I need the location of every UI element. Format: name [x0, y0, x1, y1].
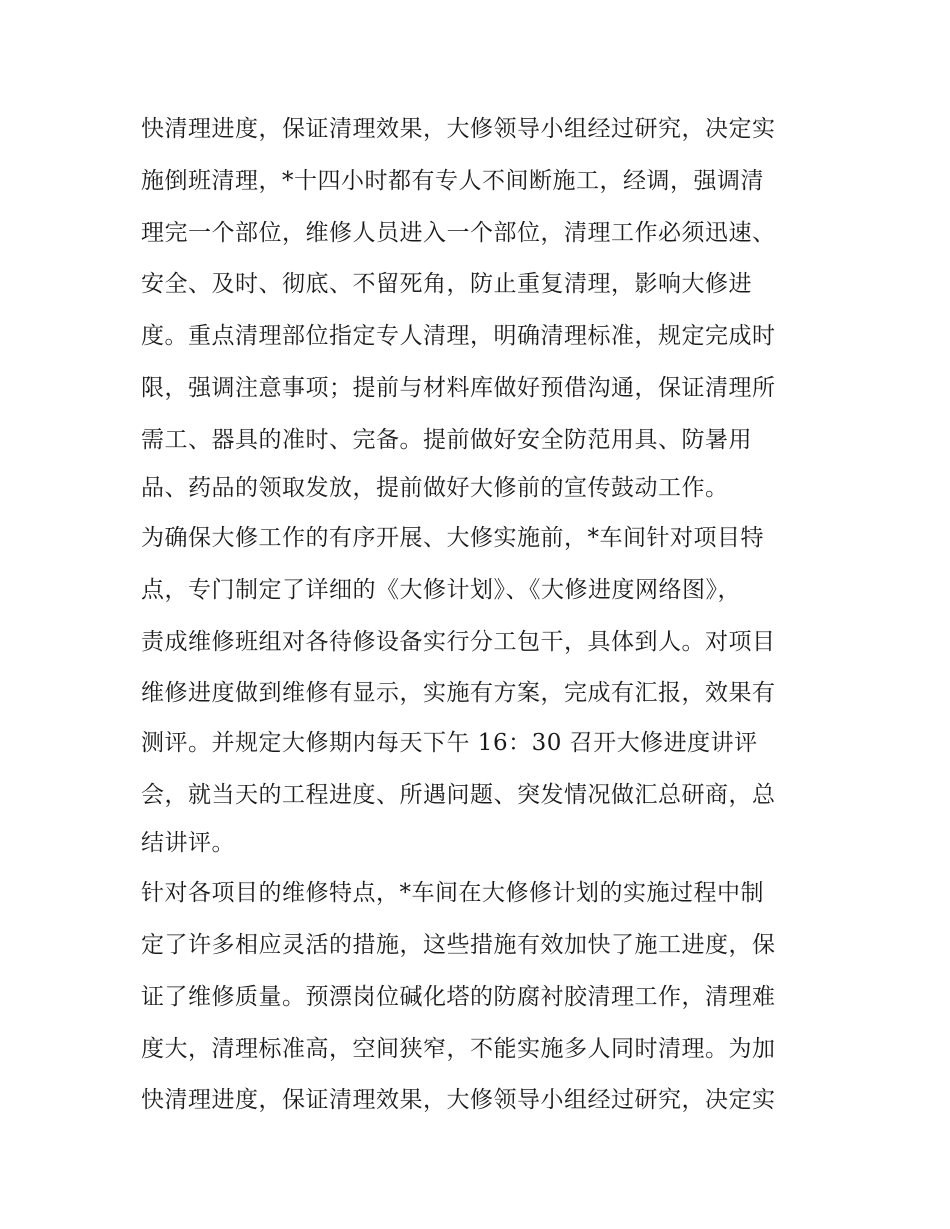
text-line: 品、药品的领取发放，提前做好大修前的宣传鼓动工作。: [141, 475, 729, 501]
text-line: 快清理进度，保证清理效果，大修领导小组经过研究，决定实: [141, 1087, 776, 1113]
text-line: 需工、器具的准时、完备。提前做好安全防范用具、防暑用: [141, 427, 752, 453]
text-line: 针对各项目的维修特点，*车间在大修修计划的实施过程中制: [141, 880, 764, 906]
text-line: 责成维修班组对各待修设备实行分工包干，具体到人。对项目: [141, 629, 776, 655]
text-line: 施倒班清理，*十四小时都有专人不间断施工，经调，强调清: [141, 168, 764, 194]
text-line: 会，就当天的工程进度、所遇问题、突发情况做汇总研商，总: [141, 782, 776, 808]
text-line: 快清理进度，保证清理效果，大修领导小组经过研究，决定实: [141, 116, 776, 142]
text-line: 证了维修质量。预漂岗位碱化塔的防腐衬胶清理工作，清理难: [141, 984, 776, 1010]
text-line: 度。重点清理部位指定专人清理，明确清理标准，规定完成时: [141, 323, 776, 349]
text-line: 维修进度做到维修有显示，实施有方案，完成有汇报，效果有: [141, 680, 776, 706]
text-line: 安全、及时、彻底、不留死角，防止重复清理，影响大修进: [141, 271, 752, 297]
text-line: 为确保大修工作的有序开展、大修实施前，*车间针对项目特: [141, 525, 764, 551]
text-line: 结讲评。: [141, 830, 235, 856]
text-line: 限，强调注意事项；提前与材料库做好预借沟通，保证清理所: [141, 375, 776, 401]
text-line: 定了许多相应灵活的措施，这些措施有效加快了施工进度，保: [141, 932, 776, 958]
text-line: 度大，清理标准高，空间狭窄，不能实施多人同时清理。为加: [141, 1036, 776, 1062]
text-line: 测评。并规定大修期内每天下午 16：30 召开大修进度讲评: [141, 730, 758, 756]
text-line: 理完一个部位，维修人员进入一个部位，清理工作必须迅速、: [141, 220, 776, 246]
text-line: 点，专门制定了详细的《大修计划》、《大修进度网络图》，: [141, 577, 741, 603]
